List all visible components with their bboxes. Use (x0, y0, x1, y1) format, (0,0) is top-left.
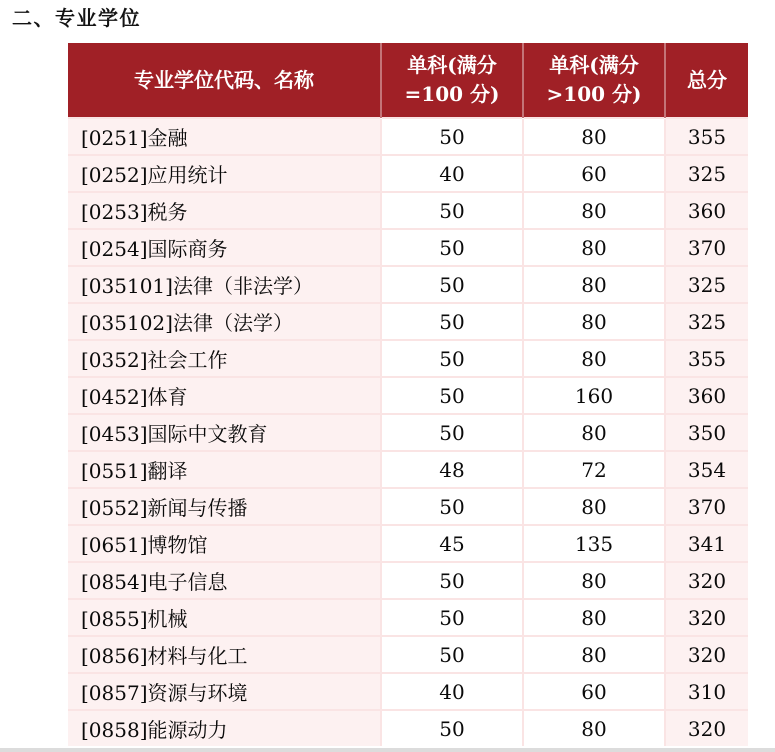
cell-total-score: 320 (665, 710, 748, 746)
cell-total-score: 370 (665, 488, 748, 525)
header-row (68, 43, 748, 118)
cell-score-gt100: 135 (523, 525, 665, 562)
table-row (68, 340, 748, 377)
cell-score-gt100: 72 (523, 451, 665, 488)
table-body (68, 118, 748, 746)
cell-degree-name: [0855]机械 (68, 599, 381, 636)
cell-score-gt100: 80 (523, 599, 665, 636)
cell-degree-name: [0857]资源与环境 (68, 673, 381, 710)
page-bottom-edge (0, 748, 775, 752)
cell-score-gt100: 80 (523, 636, 665, 673)
table-row (68, 192, 748, 229)
cell-degree-name: [0452]体育 (68, 377, 381, 414)
header-col-total (665, 43, 748, 118)
header-col-single-eq100-line2: =100 分) (404, 82, 500, 106)
cell-total-score: 355 (665, 118, 748, 155)
cell-degree-name: [0858]能源动力 (68, 710, 381, 746)
cell-score-gt100: 80 (523, 562, 665, 599)
table-row (68, 155, 748, 192)
cell-total-score: 350 (665, 414, 748, 451)
cell-score-gt100: 80 (523, 303, 665, 340)
table-row (68, 710, 748, 746)
table-row (68, 488, 748, 525)
cell-score-gt100: 60 (523, 673, 665, 710)
cell-total-score: 370 (665, 229, 748, 266)
header-col-name-label: 专业学位代码、名称 (134, 67, 314, 92)
header-col-single-eq100-line1: 单科(满分 (407, 53, 497, 77)
table-row (68, 673, 748, 710)
cell-degree-name: [0251]金融 (68, 118, 381, 155)
header-col-single-gt100-line2: >100 分) (546, 82, 642, 106)
cell-total-score: 360 (665, 377, 748, 414)
cell-degree-name: [035102]法律（法学） (68, 303, 381, 340)
table-row (68, 229, 748, 266)
cell-total-score: 360 (665, 192, 748, 229)
cell-total-score: 320 (665, 636, 748, 673)
cell-score-gt100: 80 (523, 192, 665, 229)
cell-total-score: 325 (665, 303, 748, 340)
table-row (68, 266, 748, 303)
cell-degree-name: [0252]应用统计 (68, 155, 381, 192)
cell-score-eq100: 50 (381, 340, 523, 377)
cell-degree-name: [0352]社会工作 (68, 340, 381, 377)
cell-score-eq100: 50 (381, 229, 523, 266)
table-row (68, 562, 748, 599)
header-col-name (68, 43, 381, 118)
cell-degree-name: [0651]博物馆 (68, 525, 381, 562)
table-row (68, 377, 748, 414)
cell-score-eq100: 50 (381, 118, 523, 155)
cell-degree-name: [0856]材料与化工 (68, 636, 381, 673)
cell-degree-name: [035101]法律（非法学） (68, 266, 381, 303)
cell-total-score: 325 (665, 155, 748, 192)
table-row (68, 414, 748, 451)
cell-score-eq100: 50 (381, 377, 523, 414)
cell-total-score: 325 (665, 266, 748, 303)
cell-degree-name: [0854]电子信息 (68, 562, 381, 599)
cell-score-eq100: 50 (381, 636, 523, 673)
table-row (68, 303, 748, 340)
header-col-total-label: 总分 (687, 67, 727, 92)
cell-total-score: 354 (665, 451, 748, 488)
header-col-single-eq100 (381, 43, 523, 118)
cell-degree-name: [0453]国际中文教育 (68, 414, 381, 451)
cell-score-eq100: 50 (381, 303, 523, 340)
table-row (68, 636, 748, 673)
cell-total-score: 320 (665, 562, 748, 599)
table-row (68, 599, 748, 636)
header-col-single-gt100 (523, 43, 665, 118)
cell-score-gt100: 80 (523, 118, 665, 155)
score-table (68, 43, 748, 746)
cell-score-gt100: 80 (523, 266, 665, 303)
header-col-single-gt100-line1: 单科(满分 (549, 53, 639, 77)
cell-score-eq100: 50 (381, 192, 523, 229)
cell-score-gt100: 80 (523, 229, 665, 266)
cell-score-gt100: 60 (523, 155, 665, 192)
cell-score-eq100: 50 (381, 414, 523, 451)
cell-score-eq100: 45 (381, 525, 523, 562)
cell-degree-name: [0253]税务 (68, 192, 381, 229)
cell-degree-name: [0254]国际商务 (68, 229, 381, 266)
cell-score-eq100: 50 (381, 562, 523, 599)
cell-score-gt100: 80 (523, 488, 665, 525)
cell-total-score: 355 (665, 340, 748, 377)
cell-total-score: 310 (665, 673, 748, 710)
cell-total-score: 341 (665, 525, 748, 562)
cell-score-eq100: 50 (381, 266, 523, 303)
table-header (68, 43, 748, 118)
table-row (68, 118, 748, 155)
table-row (68, 525, 748, 562)
cell-score-gt100: 160 (523, 377, 665, 414)
cell-score-eq100: 50 (381, 488, 523, 525)
cell-score-eq100: 40 (381, 673, 523, 710)
table-row (68, 451, 748, 488)
cell-score-eq100: 50 (381, 710, 523, 746)
section-title: 二、专业学位 (12, 8, 141, 30)
cell-score-eq100: 40 (381, 155, 523, 192)
cell-score-eq100: 50 (381, 599, 523, 636)
cell-degree-name: [0551]翻译 (68, 451, 381, 488)
cell-score-gt100: 80 (523, 340, 665, 377)
cell-score-gt100: 80 (523, 710, 665, 746)
cell-score-gt100: 80 (523, 414, 665, 451)
cell-score-eq100: 48 (381, 451, 523, 488)
cell-degree-name: [0552]新闻与传播 (68, 488, 381, 525)
cell-total-score: 320 (665, 599, 748, 636)
